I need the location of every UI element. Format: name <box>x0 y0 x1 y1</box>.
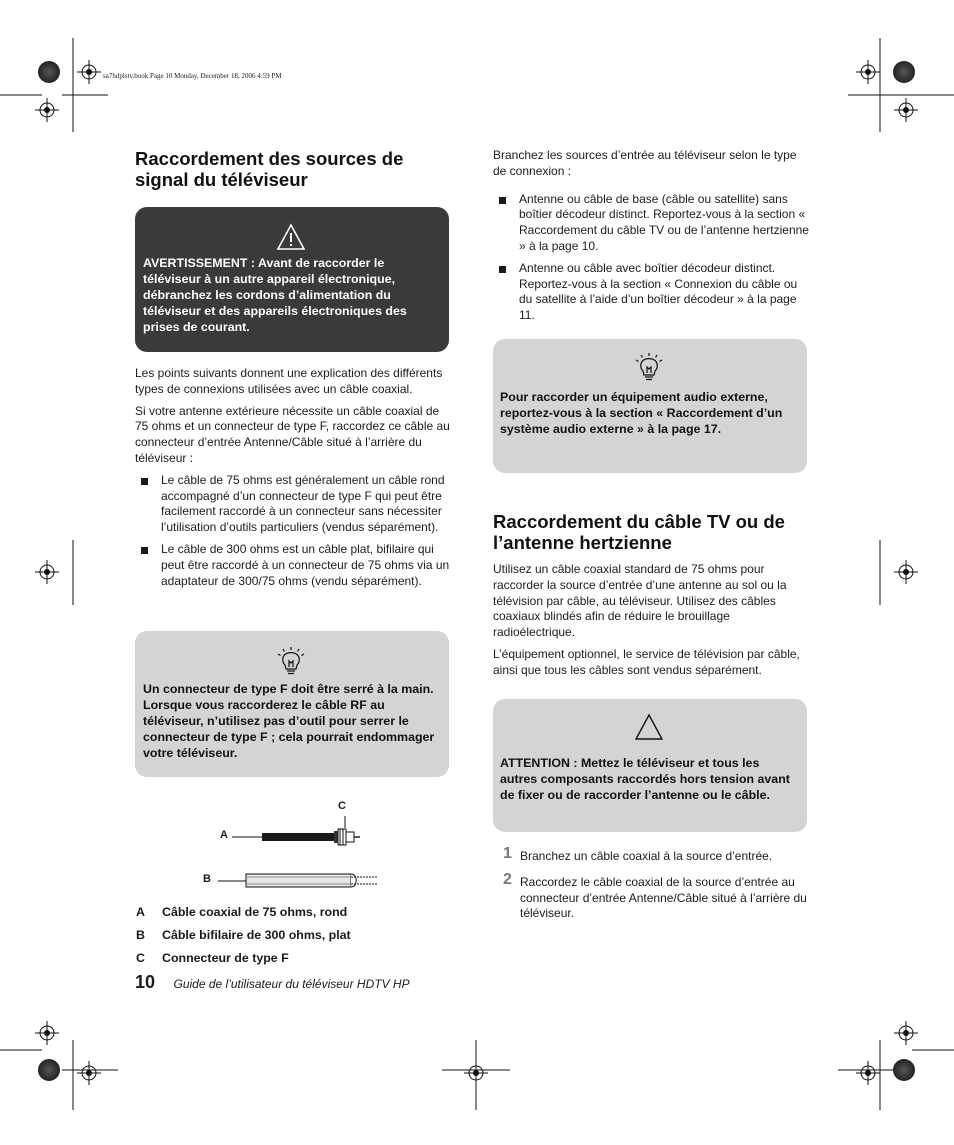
page-number: 10 <box>135 972 156 992</box>
legend-row: B Câble bifilaire de 300 ohms, plat <box>136 928 351 942</box>
step-text: Branchez un câble coaxial à la source d’entrée. <box>520 849 773 863</box>
step-item <box>493 870 811 922</box>
legend-row: A Câble coaxial de 75 ohms, rond <box>136 905 348 919</box>
lightbulb-icon <box>274 645 308 679</box>
list-item: Le câble de 300 ohms est un câble plat, bifilaire qui peut être raccordé à un connecteur de 75 ohms via un adaptateur de 300/75 ohms (vendu séparément). <box>135 542 453 589</box>
bullet-list <box>493 192 811 324</box>
caution-text: ATTENTION : Mettez le téléviseur et tous les autres composants raccordés hors tension avant de fixer ou de raccorder l’antenne ou le câble. <box>500 756 790 802</box>
left-body <box>135 366 453 595</box>
step-text: Raccordez le câble coaxial de la source d’entrée au connecteur d’entrée Antenne/Câble situé à l’arrière du téléviseur. <box>520 874 807 921</box>
step-item <box>493 845 811 865</box>
paragraph: L’équipement optionnel, le service de télévision par câble, ainsi que tous les câbles sont vendus séparément. <box>493 646 800 677</box>
caution-triangle-icon <box>634 713 664 741</box>
tip-box <box>135 631 449 777</box>
figure-legend <box>136 904 456 973</box>
figure-label-b: B <box>203 873 211 885</box>
lightbulb-icon <box>632 351 666 385</box>
list-item: Le câble de 75 ohms est généralement un câble rond accompagné d’un connecteur de type F qui peut être facilement raccordé à un connecteur sans nécessiter l’utilisation d’outils particuliers (vendus séparément). <box>135 473 453 536</box>
section-heading: Raccordement des sources de signal du téléviseur <box>135 148 404 190</box>
page-footer <box>135 972 535 993</box>
legend-row: C Connecteur de type F <box>136 951 289 965</box>
figure-label-c: C <box>338 800 346 812</box>
warning-box <box>135 207 449 352</box>
right-body <box>493 562 811 685</box>
tip-text: Pour raccorder un équipement audio externe, reportez-vous à la section « Raccordement d’un système audio externe » à la page 17. <box>500 390 783 436</box>
footer-title: Guide de l’utilisateur du téléviseur HDTV HP <box>173 977 410 991</box>
paragraph: Utilisez un câble coaxial standard de 75 ohms pour raccorder la source d’entrée d’une antenne au sol ou la télévision par câble, au téléviseur. Utilisez des câbles coaxiaux blindés afin de réduire le brouillage radioélectrique. <box>493 562 787 640</box>
paragraph: Les points suivants donnent une explication des différents types de connexions utilisées avec un câble coaxial. <box>135 366 443 396</box>
right-section <box>493 511 813 553</box>
paragraph: Branchez les sources d’entrée au téléviseur selon le type de connexion : <box>493 148 797 178</box>
tip-box <box>493 339 807 473</box>
left-column <box>135 148 455 190</box>
section-heading: Raccordement du câble TV ou de l’antenne hertzienne <box>493 511 785 553</box>
steps <box>493 845 811 932</box>
print-slug: sa7hdplstv.book Page 10 Monday, December 18, 2006 4:59 PM <box>103 72 282 80</box>
figure-label-a: A <box>220 829 228 841</box>
cable-illustration <box>200 795 390 895</box>
list-item: Antenne ou câble de base (câble ou satellite) sans boîtier décodeur distinct. Reportez-vous à la section « Raccordement du câble TV ou de l’antenne hertzienne » à la page 10. <box>493 192 811 255</box>
step-number: 1 <box>503 845 512 862</box>
bullet-list <box>135 473 453 590</box>
step-list <box>493 845 811 922</box>
step-number: 2 <box>503 870 512 888</box>
warning-triangle-icon <box>276 223 306 251</box>
list-item: Antenne ou câble avec boîtier décodeur distinct. Reportez-vous à la section « Connexion du câble ou du satellite à l’aide d’un boîtier décodeur » à la page 11. <box>493 261 811 324</box>
cable-figure <box>200 795 390 895</box>
warning-text: AVERTISSEMENT : Avant de raccorder le téléviseur à un autre appareil électronique, débranchez les cordons d’alimentation du téléviseur et des appareils électroniques des prises de courant. <box>143 256 407 334</box>
paragraph: Si votre antenne extérieure nécessite un câble coaxial de 75 ohms et un connecteur de type F, raccordez ce câble au connecteur d’entrée Antenne/Câble situé à l’arrière du téléviseur : <box>135 403 450 465</box>
caution-box <box>493 699 807 832</box>
right-top <box>493 148 811 330</box>
tip-text: Un connecteur de type F doit être serré à la main. Lorsque vous raccorderez le câble RF au téléviseur, n’utilisez pas d’outil pour serrer le connecteur de type F ; cela pourrait endommager votre téléviseur. <box>143 682 435 760</box>
